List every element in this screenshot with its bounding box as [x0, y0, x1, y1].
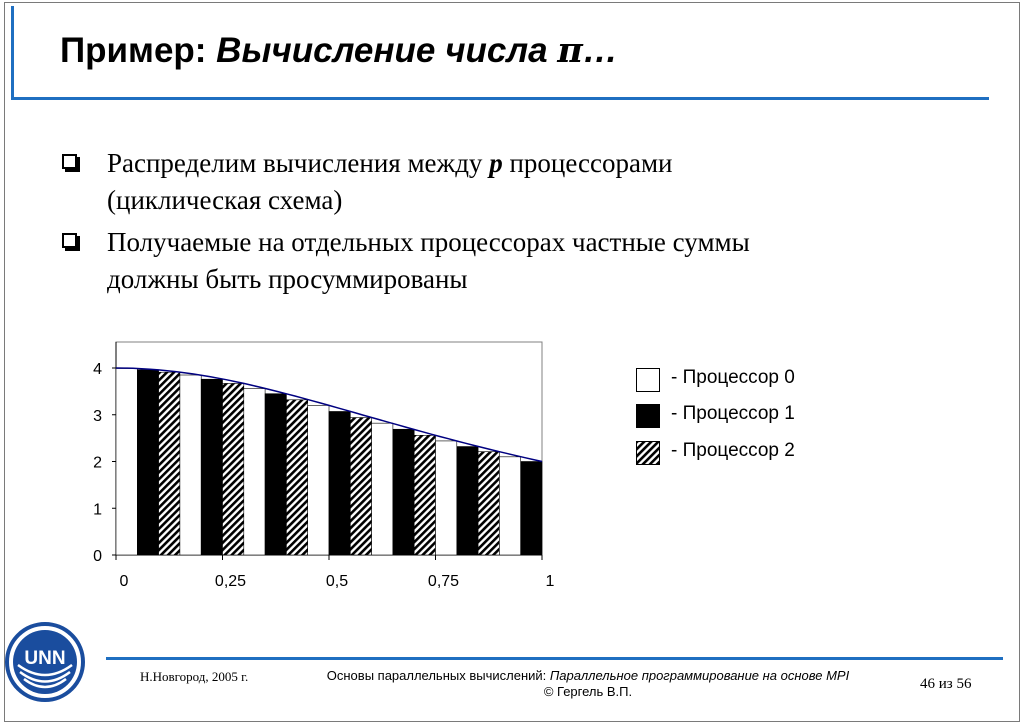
bullet-2-text-b: должны быть просуммированы — [107, 264, 468, 294]
y-tick-label: 1 — [93, 501, 102, 519]
title-symbol: π — [557, 30, 583, 71]
bullet-1-text-b: процессорами — [502, 148, 673, 178]
bar-processor-0 — [244, 389, 265, 555]
y-tick-label: 2 — [93, 454, 102, 472]
bar-processor-0 — [180, 375, 201, 555]
legend-label-processor-2: - Процессор 2 — [671, 440, 795, 461]
bar-processor-0 — [372, 423, 393, 555]
bar-processor-1 — [201, 379, 222, 555]
bar-processor-1 — [521, 462, 542, 556]
x-tick-label: 1 — [545, 573, 555, 590]
bar-processor-2 — [350, 418, 371, 555]
bar-processor-1 — [457, 447, 478, 555]
x-tick-label: 0 — [119, 573, 129, 590]
footer-divider — [106, 657, 1003, 660]
bar-processor-1 — [329, 411, 350, 555]
title-prefix: Пример: — [60, 31, 217, 70]
bar-processor-0 — [308, 405, 329, 555]
title-main: Вычисление числа — [216, 31, 558, 70]
footer-lecture-name: Параллельное программирование на основе MPI — [549, 668, 850, 683]
bar-processor-2 — [478, 452, 499, 555]
y-tick-label: 3 — [93, 407, 102, 425]
unn-logo-icon — [4, 621, 86, 703]
legend-label-processor-1: - Процессор 1 — [671, 403, 795, 424]
bar-processor-1 — [137, 370, 158, 555]
x-tick-label: 0,75 — [427, 573, 460, 590]
y-tick-label: 4 — [93, 361, 102, 378]
legend-label-processor-0: - Процессор 0 — [671, 367, 795, 388]
logo-text: UNN — [24, 648, 66, 669]
page-number: 46 из 56 — [920, 676, 972, 692]
bar-processor-1 — [265, 394, 286, 555]
x-tick-label: 0,5 — [325, 573, 349, 590]
x-tick-label: 0,25 — [214, 573, 247, 590]
bar-processor-2 — [286, 400, 307, 555]
title-suffix: … — [582, 31, 618, 70]
y-tick-label: 0 — [93, 548, 102, 565]
bar-processor-2 — [159, 372, 180, 555]
bullet-1-text-c: (циклическая схема) — [107, 185, 343, 215]
footer-location-date: Н.Новгород, 2005 г. — [140, 669, 249, 684]
bar-processor-0 — [116, 368, 137, 555]
legend-swatch-black — [636, 404, 660, 428]
bar-processor-2 — [223, 383, 244, 555]
bullet-1-variable: p — [489, 148, 503, 178]
bar-processor-2 — [414, 435, 435, 555]
legend-swatch-hatched — [636, 441, 660, 465]
legend-swatch-white — [636, 368, 660, 392]
footer-author: © Гергель В.П. — [543, 684, 633, 699]
bar-processor-1 — [393, 429, 414, 555]
bar-processor-0 — [436, 441, 457, 555]
bullet-2-text-a: Получаемые на отдельных процессорах частные суммы — [107, 227, 750, 257]
bar-processor-0 — [499, 457, 520, 555]
footer-course — [318, 668, 858, 700]
bullet-1-text-a: Распределим вычисления между — [107, 148, 490, 178]
footer-course-name: Основы параллельных вычислений: — [326, 668, 550, 683]
